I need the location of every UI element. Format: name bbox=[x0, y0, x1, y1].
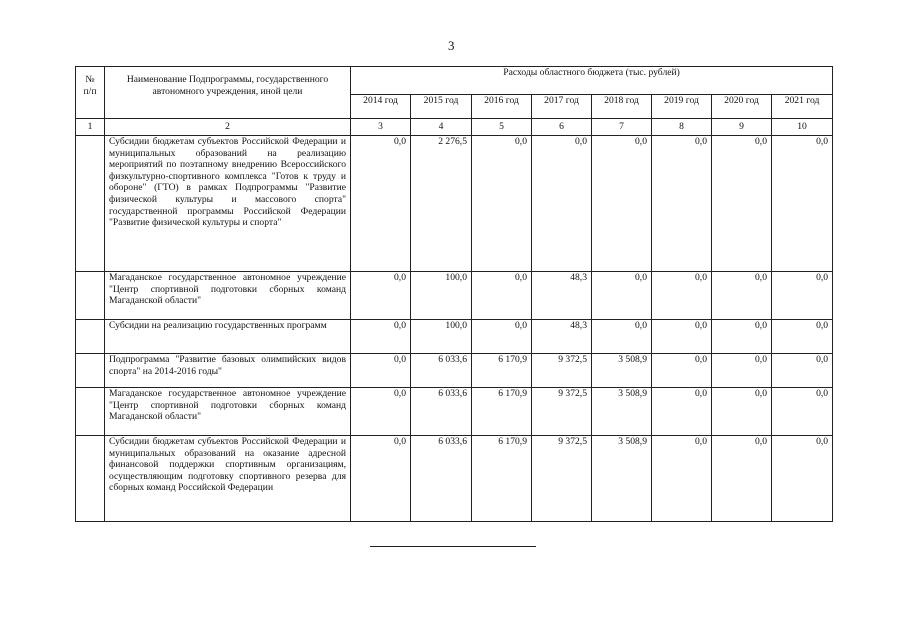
row-value: 48,3 bbox=[532, 320, 592, 354]
column-index: 4 bbox=[411, 119, 472, 136]
row-value: 2 276,5 bbox=[411, 136, 472, 272]
row-value: 3 508,9 bbox=[592, 354, 652, 388]
table-row bbox=[76, 136, 833, 272]
row-value: 0,0 bbox=[712, 136, 772, 272]
row-value: 0,0 bbox=[351, 354, 411, 388]
header-year: 2021 год bbox=[772, 95, 833, 119]
row-value: 48,3 bbox=[532, 272, 592, 320]
column-index: 1 bbox=[76, 119, 105, 136]
row-value: 0,0 bbox=[351, 272, 411, 320]
header-row-number: № п/п bbox=[76, 67, 105, 119]
row-value: 0,0 bbox=[712, 354, 772, 388]
table-row bbox=[76, 388, 833, 436]
row-value: 0,0 bbox=[712, 388, 772, 436]
row-number-cell bbox=[76, 436, 105, 522]
row-value: 0,0 bbox=[652, 136, 712, 272]
row-name: Магаданское государственное автономное учреждение "Центр спортивной подготовки сборных команд Магаданской области" bbox=[105, 272, 351, 320]
row-value: 6 170,9 bbox=[472, 436, 532, 522]
header-year: 2018 год bbox=[592, 95, 652, 119]
row-value: 0,0 bbox=[772, 354, 833, 388]
page-number: 3 bbox=[448, 38, 455, 53]
row-value: 0,0 bbox=[712, 436, 772, 522]
row-value: 9 372,5 bbox=[532, 354, 592, 388]
row-name: Субсидии бюджетам субъектов Российской Федерации и муниципальных образований на реализацию мероприятий по поэтапному внедрению Всероссийского физкультурно-спортивного комплекса "Готов к труду и обороне" (ГТО) в рамках Подпрограммы "Развитие физической культуры и массового спорта" государственной программы Российской Федерации "Развитие физической культуры и спорта" bbox=[105, 136, 351, 272]
header-year: 2017 год bbox=[532, 95, 592, 119]
column-index: 2 bbox=[105, 119, 351, 136]
row-value: 3 508,9 bbox=[592, 436, 652, 522]
row-value: 0,0 bbox=[592, 272, 652, 320]
row-number-cell bbox=[76, 272, 105, 320]
row-value: 0,0 bbox=[772, 136, 833, 272]
column-index: 7 bbox=[592, 119, 652, 136]
row-value: 9 372,5 bbox=[532, 388, 592, 436]
row-value: 3 508,9 bbox=[592, 388, 652, 436]
row-number-cell bbox=[76, 136, 105, 272]
header-year: 2020 год bbox=[712, 95, 772, 119]
row-value: 0,0 bbox=[652, 272, 712, 320]
table-row bbox=[76, 320, 833, 354]
table-row bbox=[76, 436, 833, 522]
row-value: 0,0 bbox=[712, 272, 772, 320]
header-year: 2019 год bbox=[652, 95, 712, 119]
row-number-cell bbox=[76, 388, 105, 436]
column-index: 8 bbox=[652, 119, 712, 136]
row-value: 0,0 bbox=[351, 136, 411, 272]
row-number-cell bbox=[76, 320, 105, 354]
row-value: 0,0 bbox=[772, 272, 833, 320]
row-value: 6 033,6 bbox=[411, 388, 472, 436]
row-value: 0,0 bbox=[652, 320, 712, 354]
row-name: Субсидии на реализацию государственных программ bbox=[105, 320, 351, 354]
row-value: 6 170,9 bbox=[472, 388, 532, 436]
column-index: 10 bbox=[772, 119, 833, 136]
footer-rule bbox=[370, 546, 536, 547]
row-name: Субсидии бюджетам субъектов Российской Федерации и муниципальных образований на оказание адресной финансовой поддержки спортивным организациям, осуществляющим подготовку спортивного резерва для сборных команд Российской Федерации bbox=[105, 436, 351, 522]
row-value: 9 372,5 bbox=[532, 436, 592, 522]
row-value: 0,0 bbox=[652, 354, 712, 388]
row-value: 6 033,6 bbox=[411, 436, 472, 522]
row-value: 0,0 bbox=[351, 388, 411, 436]
column-index: 6 bbox=[532, 119, 592, 136]
row-value: 0,0 bbox=[592, 136, 652, 272]
row-value: 0,0 bbox=[472, 320, 532, 354]
row-value: 0,0 bbox=[472, 272, 532, 320]
row-value: 0,0 bbox=[351, 436, 411, 522]
row-value: 0,0 bbox=[652, 436, 712, 522]
table-row bbox=[76, 272, 833, 320]
header-name: Наименование Подпрограммы, государственного автономного учреждения, иной цели bbox=[105, 67, 351, 119]
column-index: 3 bbox=[351, 119, 411, 136]
row-value: 0,0 bbox=[772, 436, 833, 522]
row-value: 6 170,9 bbox=[472, 354, 532, 388]
row-value: 0,0 bbox=[532, 136, 592, 272]
table-row bbox=[76, 354, 833, 388]
row-name: Магаданское государственное автономное учреждение "Центр спортивной подготовки сборных команд Магаданской области" bbox=[105, 388, 351, 436]
budget-table bbox=[75, 66, 833, 522]
row-value: 100,0 bbox=[411, 272, 472, 320]
row-value: 0,0 bbox=[351, 320, 411, 354]
header-expenses: Расходы областного бюджета (тыс. рублей) bbox=[351, 67, 833, 95]
header-year: 2015 год bbox=[411, 95, 472, 119]
row-value: 0,0 bbox=[592, 320, 652, 354]
header-year: 2016 год bbox=[472, 95, 532, 119]
row-name: Подпрограмма "Развитие базовых олимпийских видов спорта" на 2014-2016 годы" bbox=[105, 354, 351, 388]
header-year: 2014 год bbox=[351, 95, 411, 119]
row-number-cell bbox=[76, 354, 105, 388]
column-index: 9 bbox=[712, 119, 772, 136]
row-value: 0,0 bbox=[772, 388, 833, 436]
row-value: 0,0 bbox=[652, 388, 712, 436]
row-value: 0,0 bbox=[712, 320, 772, 354]
row-value: 0,0 bbox=[472, 136, 532, 272]
row-value: 6 033,6 bbox=[411, 354, 472, 388]
row-value: 100,0 bbox=[411, 320, 472, 354]
row-value: 0,0 bbox=[772, 320, 833, 354]
column-index: 5 bbox=[472, 119, 532, 136]
